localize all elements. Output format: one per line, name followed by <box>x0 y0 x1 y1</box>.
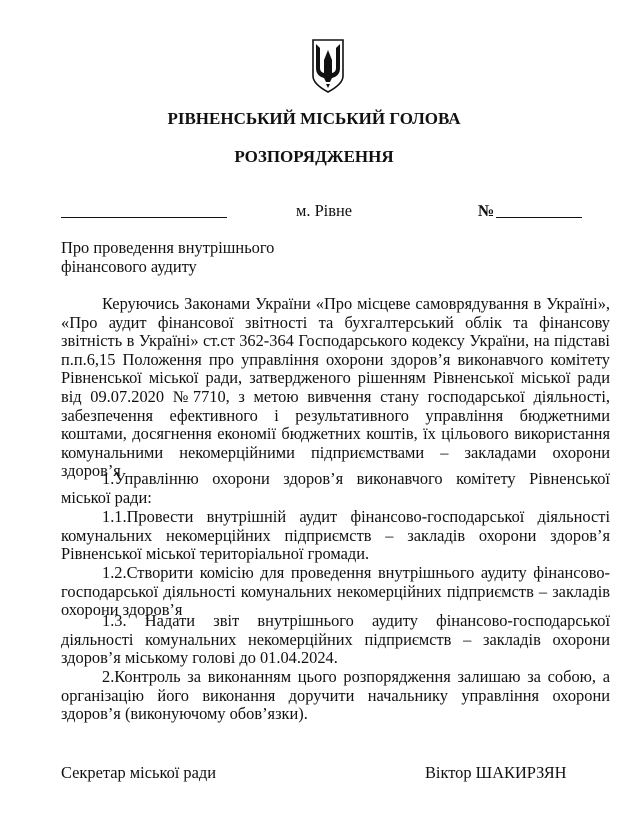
signature-position: Секретар міської ради <box>61 763 217 782</box>
issuer-title: РІВНЕНСЬКИЙ МІСЬКИЙ ГОЛОВА <box>167 109 461 128</box>
date-blank-line <box>61 217 227 218</box>
place-label: м. Рівне <box>296 201 353 220</box>
preamble-paragraph: Керуючись Законами України «Про місцеве самоврядування в Україні», «Про аудит фінансової звітності та бухгалтерський облік та фінансову звітність в Україні» ст.ст 362-364 Господарського кодексу України, на підставі п.п.6,15 Положення про управління охорони здоров’я виконавчого комітету Рівненської міської ради, затвердженого рішенням Рівненської міської ради від 09.07.2020 №7710, з метою вивчення стану господарської діяльності, забезпечення ефективного і результативного управління бюджетними коштами, досягнення економії бюджетних коштів, їх цільового використання комунальними некомерційними підприємствами – закладами охорони здоров’я <box>61 294 610 481</box>
document-type: РОЗПОРЯДЖЕННЯ <box>234 147 394 166</box>
subject-line-2: фінансового аудиту <box>61 257 197 276</box>
item-1: 1.Управлінню охорони здоров’я виконавчого комітету Рівненської міської ради: <box>61 469 610 507</box>
subject-line-1: Про проведення внутрішнього <box>61 238 275 257</box>
item-2: 2.Контроль за виконанням цього розпорядження залишаю за собою, а організацію його виконання доручити начальнику управління охорони здоров’я (виконуючому обов’язки). <box>61 667 610 724</box>
signature-name: Віктор ШАКИРЗЯН <box>425 763 567 782</box>
trident-emblem <box>310 38 346 94</box>
number-label: № <box>478 201 495 220</box>
item-1-2: 1.2.Створити комісію для проведення внутрішнього аудиту фінансово-господарської діяльності комунальних некомерційних підприємств – закладів охорони здоров’я <box>61 563 610 620</box>
item-1-3: 1.3. Надати звіт внутрішнього аудиту фінансово-господарської діяльності комунальних некомерційних підприємств – закладів охорони здоров’я міському голові до 01.04.2024. <box>61 611 610 668</box>
number-blank-line <box>496 217 582 218</box>
item-1-1: 1.1.Провести внутрішній аудит фінансово-господарської діяльності комунальних некомерційних підприємств – закладів охорони здоров’я Рівненської міської територіальної громади. <box>61 507 610 564</box>
